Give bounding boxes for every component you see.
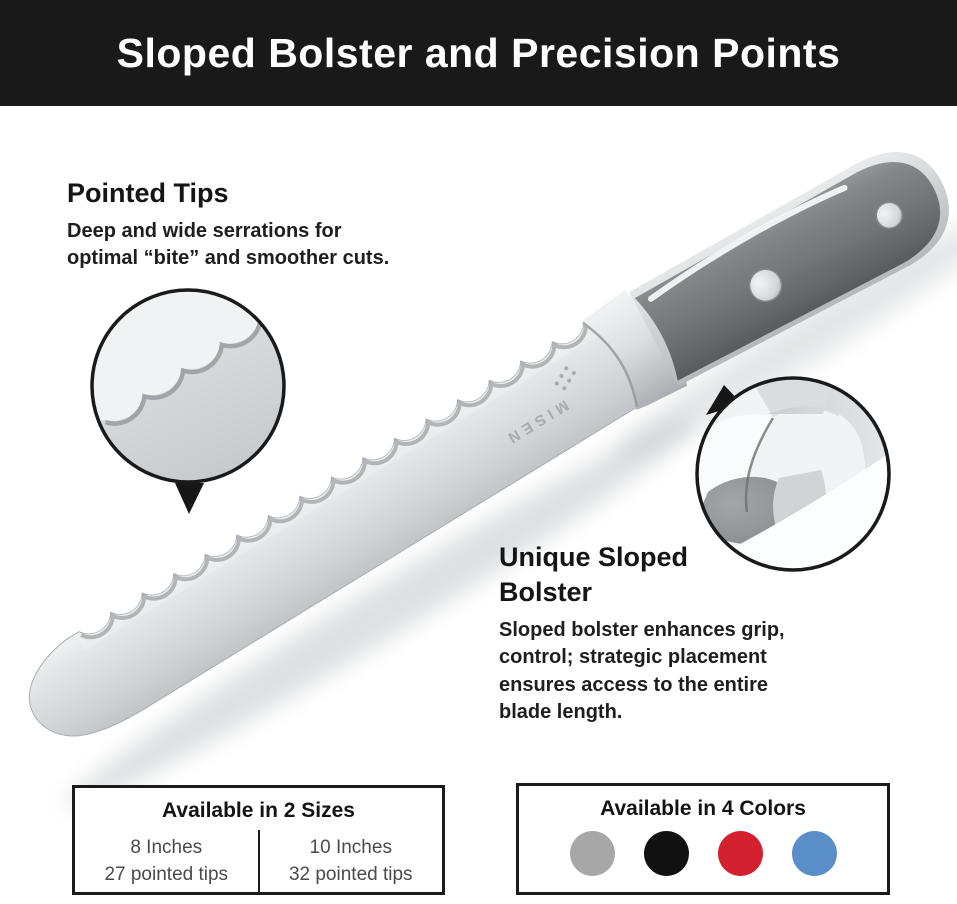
feature-body: Deep and wide serrations for optimal “bite” and smoother cuts. [67,220,390,270]
feature-body: Sloped bolster enhances grip, control; strategic placement ensures access to the entire blade length. [499,619,785,723]
header-title: Sloped Bolster and Precision Points [116,29,841,76]
color-swatch-gray [570,831,615,876]
svg-text:MISEN: MISEN [500,396,572,449]
color-swatch-black [644,831,689,876]
size-option-8in [75,830,258,894]
feature-heading: Pointed Tips [67,178,229,208]
feature-pointed-tips [67,176,397,272]
size-tips: 27 pointed tips [104,864,229,885]
serration-zoom-pointer [175,483,204,514]
size-tips: 32 pointed tips [288,864,413,885]
color-swatch-blue [792,831,837,876]
feature-sloped-bolster [499,540,819,726]
size-option-10in [260,830,443,894]
colors-box [516,783,890,895]
size-label: 10 Inches [309,837,392,859]
feature-heading: Unique Sloped Bolster [499,542,688,608]
sizes-box [72,785,445,895]
color-swatch-red [718,831,763,876]
colors-box-title: Available in 4 Colors [600,797,806,820]
size-label: 8 Inches [130,837,203,859]
sizes-box-title: Available in 2 Sizes [162,799,355,822]
